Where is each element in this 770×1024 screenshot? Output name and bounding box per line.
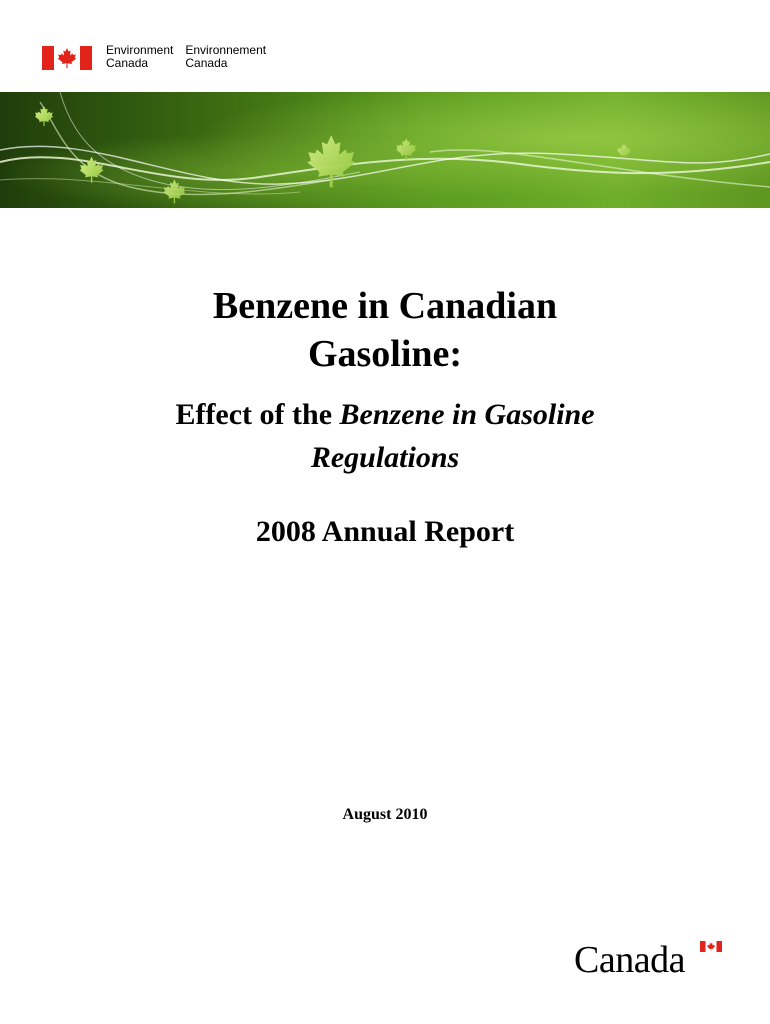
department-name-english [106, 44, 173, 70]
canada-wordmark-text: Canada [574, 939, 685, 981]
subtitle-regulation-word: Regulations [310, 441, 460, 474]
canada-wordmark [574, 938, 685, 982]
document-title [0, 282, 770, 378]
title-line-1: Benzene in Canadian [212, 285, 558, 327]
title-line-2: Gasoline: [307, 333, 463, 375]
subtitle-prefix: Effect of the [175, 398, 340, 431]
subtitle-regulation-name: Benzene in Gasoline [339, 398, 595, 431]
department-name-french [185, 44, 266, 70]
publication-date: August 2010 [342, 806, 428, 823]
canada-flag-icon [42, 46, 92, 70]
department-fr-line1: Environnement [185, 43, 267, 57]
subtitle-line-1 [0, 393, 770, 436]
subtitle-line-2 [0, 436, 770, 479]
government-signature [42, 44, 266, 72]
department-fr-line2: Canada [185, 56, 228, 70]
department-en-line1: Environment [106, 43, 174, 57]
wordmark-flag-icon [700, 941, 722, 952]
department-en-line2: Canada [106, 56, 149, 70]
document-subtitle [0, 393, 770, 479]
banner-image [0, 92, 770, 208]
report-year: 2008 Annual Report [255, 515, 515, 548]
